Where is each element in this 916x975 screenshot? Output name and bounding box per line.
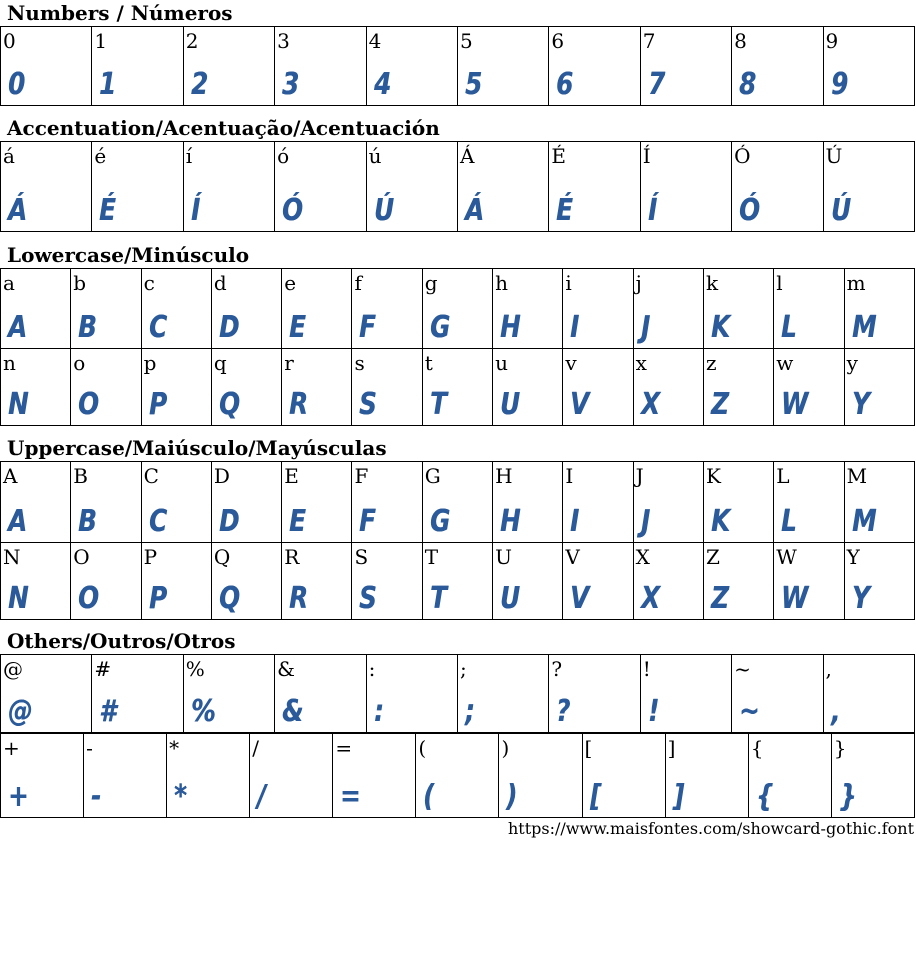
others-cell: [416, 734, 499, 818]
character-label: Y: [846, 545, 860, 569]
others-cell: [84, 734, 167, 818]
lowercase-cell: [493, 349, 563, 426]
others-cell: [183, 655, 274, 733]
font-glyph-sample: #: [99, 694, 117, 729]
uppercase-cell: [563, 543, 633, 620]
character-label: ó: [277, 144, 290, 168]
font-glyph-sample: !: [647, 694, 659, 729]
character-label: d: [213, 271, 227, 295]
font-glyph-sample: 7: [647, 67, 665, 102]
character-label: {: [750, 736, 764, 760]
lowercase-cell: [352, 269, 422, 349]
font-glyph-sample: M: [851, 504, 877, 539]
numbers-row: [1, 27, 915, 106]
character-label: s: [354, 351, 365, 375]
uppercase-cell: [352, 462, 422, 543]
character-label: á: [3, 144, 15, 168]
character-label: +: [3, 736, 20, 760]
character-label: G: [424, 464, 441, 488]
accents-cell: [1, 142, 92, 232]
character-label: (: [418, 736, 427, 760]
uppercase-cell: [774, 543, 844, 620]
lowercase-cell: [633, 349, 703, 426]
font-glyph-sample: I: [570, 310, 580, 345]
font-glyph-sample: H: [500, 310, 521, 345]
uppercase-section-title: Uppercase/Maiúsculo/Mayúsculas: [7, 436, 387, 460]
character-label: u: [495, 351, 508, 375]
character-label: é: [94, 144, 107, 168]
others-cell: [457, 655, 548, 733]
font-glyph-sample: N: [8, 581, 29, 616]
font-glyph-sample: W: [781, 387, 809, 422]
others-cell: [275, 655, 366, 733]
character-label: ,: [825, 657, 832, 681]
character-label: n: [3, 351, 16, 375]
font-glyph-sample: Y: [851, 581, 870, 616]
accents-cell: [366, 142, 457, 232]
others-section-title: Others/Outros/Otros: [7, 629, 236, 653]
font-glyph-sample: E: [289, 504, 306, 539]
character-label: P: [143, 545, 158, 569]
character-label: v: [565, 351, 577, 375]
character-label: K: [705, 464, 721, 488]
character-label: 9: [825, 29, 839, 53]
others-cell: [831, 734, 914, 818]
font-glyph-sample: T: [429, 581, 447, 616]
font-glyph-sample: Ú: [830, 193, 851, 228]
uppercase-cell: [1, 543, 71, 620]
character-label: y: [846, 351, 858, 375]
numbers-cell: [275, 27, 366, 106]
character-label: J: [635, 464, 644, 488]
uppercase-cell: [141, 543, 211, 620]
character-label: /: [252, 736, 259, 760]
font-glyph-sample: V: [570, 387, 590, 422]
others-cell: [250, 734, 333, 818]
font-glyph-sample: J: [640, 310, 650, 345]
font-glyph-sample: S: [359, 581, 378, 616]
character-label: h: [495, 271, 508, 295]
font-glyph-sample: M: [851, 310, 877, 345]
accents-grid: [0, 141, 915, 232]
character-label: ?: [551, 657, 563, 681]
character-label: Á: [459, 144, 475, 168]
character-label: 7: [642, 29, 656, 53]
character-label: ~: [734, 657, 751, 681]
uppercase-cell: [1, 462, 71, 543]
character-label: p: [143, 351, 157, 375]
lowercase-cell: [1, 269, 71, 349]
numbers-cell: [92, 27, 183, 106]
others-cell: [1, 655, 92, 733]
font-glyph-sample: X: [640, 387, 660, 422]
character-label: [: [584, 736, 593, 760]
character-label: 4: [368, 29, 382, 53]
character-label: b: [73, 271, 87, 295]
font-glyph-sample: L: [781, 504, 797, 539]
lowercase-cell: [774, 349, 844, 426]
font-glyph-sample: Á: [8, 193, 28, 228]
character-label: c: [143, 271, 155, 295]
font-glyph-sample: Q: [218, 387, 240, 422]
uppercase-cell: [211, 462, 281, 543]
numbers-cell: [640, 27, 731, 106]
lowercase-cell: [352, 349, 422, 426]
accents-cell: [823, 142, 914, 232]
numbers-cell: [823, 27, 914, 106]
character-label: A: [3, 464, 18, 488]
character-label: U: [495, 545, 512, 569]
font-glyph-sample: A: [8, 504, 28, 539]
lowercase-cell: [563, 349, 633, 426]
font-glyph-sample: Ó: [282, 193, 304, 228]
character-label: 5: [459, 29, 473, 53]
character-label: Í: [642, 144, 651, 168]
character-label: Ó: [734, 144, 751, 168]
character-label: S: [354, 545, 369, 569]
lowercase-cell: [703, 349, 773, 426]
font-glyph-sample: F: [359, 504, 377, 539]
uppercase-cell: [563, 462, 633, 543]
character-label: a: [3, 271, 15, 295]
others-cell: [333, 734, 416, 818]
character-label: ú: [368, 144, 382, 168]
uppercase-cell: [352, 543, 422, 620]
numbers-cell: [549, 27, 640, 106]
font-glyph-sample: P: [148, 387, 167, 422]
font-glyph-sample: B: [78, 310, 98, 345]
character-label: X: [635, 545, 650, 569]
character-label: V: [565, 545, 580, 569]
character-label: f: [354, 271, 362, 295]
others-grid-row-1: [0, 654, 915, 733]
character-label: #: [94, 657, 112, 681]
font-glyph-sample: X: [640, 581, 660, 616]
character-label: H: [495, 464, 513, 488]
uppercase-cell: [211, 543, 281, 620]
font-glyph-sample: 8: [739, 67, 757, 102]
character-label: O: [73, 545, 90, 569]
font-glyph-sample: H: [500, 504, 521, 539]
font-glyph-sample: ~: [739, 694, 760, 729]
others-grid-row-2: [0, 733, 915, 818]
character-label: L: [776, 464, 790, 488]
others-cell: [582, 734, 665, 818]
lowercase-cell: [774, 269, 844, 349]
character-label: 8: [734, 29, 747, 53]
character-label: g: [424, 271, 438, 295]
font-glyph-sample: *: [174, 779, 188, 814]
font-glyph-sample: 9: [830, 67, 848, 102]
font-glyph-sample: 0: [8, 67, 26, 102]
font-glyph-sample: Ú: [373, 193, 394, 228]
font-glyph-sample: (: [423, 779, 435, 814]
others-cell: [640, 655, 731, 733]
font-glyph-sample: É: [99, 193, 117, 228]
numbers-cell: [732, 27, 823, 106]
character-label: t: [424, 351, 433, 375]
source-url-link[interactable]: https://www.maisfontes.com/showcard-gothic.font: [507, 819, 914, 838]
lowercase-cell: [563, 269, 633, 349]
character-label: Z: [705, 545, 720, 569]
character-label: D: [213, 464, 230, 488]
uppercase-cell: [282, 543, 352, 620]
font-glyph-sample: Y: [851, 387, 870, 422]
lowercase-section-title: Lowercase/Minúsculo: [7, 243, 250, 267]
character-label: N: [3, 545, 21, 569]
uppercase-cell: [633, 462, 703, 543]
lowercase-grid: [0, 268, 915, 426]
others-row: [1, 655, 915, 733]
uppercase-cell: [282, 462, 352, 543]
others-cell: [732, 655, 823, 733]
character-label: 1: [94, 29, 108, 53]
character-label: m: [846, 271, 866, 295]
font-glyph-sample: @: [8, 694, 33, 729]
font-glyph-sample: 3: [282, 67, 300, 102]
font-glyph-sample: P: [148, 581, 167, 616]
font-glyph-sample: D: [218, 310, 240, 345]
uppercase-cell: [703, 462, 773, 543]
character-label: W: [776, 545, 797, 569]
character-label: %: [185, 657, 205, 681]
font-glyph-sample: Ó: [739, 193, 761, 228]
font-glyph-sample: K: [710, 504, 731, 539]
lowercase-cell: [282, 269, 352, 349]
font-glyph-sample: /: [257, 779, 267, 814]
lowercase-cell: [71, 349, 141, 426]
font-glyph-sample: U: [500, 581, 521, 616]
lowercase-cell: [141, 349, 211, 426]
character-label: ]: [667, 736, 676, 760]
character-label: É: [551, 144, 566, 168]
character-label: *: [169, 736, 180, 760]
lowercase-cell: [211, 349, 281, 426]
accents-cell: [457, 142, 548, 232]
lowercase-cell: [633, 269, 703, 349]
character-label: !: [642, 657, 651, 681]
numbers-section-title: Numbers / Números: [7, 1, 233, 25]
uppercase-cell: [703, 543, 773, 620]
font-glyph-sample: }: [838, 779, 857, 814]
font-glyph-sample: U: [500, 387, 521, 422]
numbers-cell: [457, 27, 548, 106]
others-cell: [1, 734, 84, 818]
font-glyph-sample: G: [429, 310, 450, 345]
character-label: ;: [459, 657, 467, 681]
character-label: o: [73, 351, 86, 375]
font-glyph-sample: A: [8, 310, 28, 345]
uppercase-cell: [422, 462, 492, 543]
accents-cell: [732, 142, 823, 232]
font-glyph-sample: W: [781, 581, 809, 616]
character-label: e: [284, 271, 297, 295]
font-glyph-sample: K: [710, 310, 731, 345]
font-glyph-sample: L: [781, 310, 797, 345]
accents-section-title: Accentuation/Acentuação/Acentuación: [7, 116, 440, 140]
accents-cell: [183, 142, 274, 232]
lowercase-cell: [71, 269, 141, 349]
lowercase-row: [1, 349, 915, 426]
accents-cell: [640, 142, 731, 232]
font-glyph-sample: R: [289, 387, 309, 422]
character-label: R: [284, 545, 300, 569]
font-glyph-sample: T: [429, 387, 447, 422]
uppercase-row: [1, 543, 915, 620]
font-glyph-sample: É: [556, 193, 574, 228]
character-label: 0: [3, 29, 16, 53]
character-label: :: [368, 657, 376, 681]
font-glyph-sample: C: [148, 504, 167, 539]
lowercase-cell: [493, 269, 563, 349]
font-glyph-sample: C: [148, 310, 167, 345]
font-glyph-sample: R: [289, 581, 309, 616]
uppercase-row: [1, 462, 915, 543]
uppercase-cell: [844, 462, 914, 543]
font-glyph-sample: B: [78, 504, 98, 539]
font-glyph-sample: N: [8, 387, 29, 422]
font-glyph-sample: ?: [556, 694, 571, 729]
font-glyph-sample: Z: [710, 581, 729, 616]
character-label: C: [143, 464, 159, 488]
font-glyph-sample: S: [359, 387, 378, 422]
accents-cell: [275, 142, 366, 232]
character-label: @: [3, 657, 23, 681]
font-glyph-sample: Í: [190, 193, 200, 228]
font-glyph-sample: +: [8, 779, 29, 814]
character-label: z: [705, 351, 717, 375]
others-cell: [748, 734, 831, 818]
font-glyph-sample: ,: [830, 694, 840, 729]
character-label: x: [635, 351, 647, 375]
character-label: E: [284, 464, 299, 488]
font-glyph-sample: J: [640, 504, 650, 539]
font-glyph-sample: ): [506, 779, 518, 814]
others-cell: [499, 734, 582, 818]
lowercase-cell: [211, 269, 281, 349]
character-label: 3: [277, 29, 290, 53]
font-glyph-sample: &: [282, 694, 304, 729]
others-row: [1, 734, 915, 818]
character-label: -: [86, 736, 93, 760]
uppercase-cell: [71, 543, 141, 620]
uppercase-cell: [71, 462, 141, 543]
uppercase-cell: [141, 462, 211, 543]
font-glyph-sample: =: [340, 779, 361, 814]
font-glyph-sample: ]: [672, 779, 684, 814]
numbers-cell: [1, 27, 92, 106]
character-label: j: [635, 271, 642, 295]
font-glyph-sample: %: [190, 694, 216, 729]
accents-cell: [549, 142, 640, 232]
font-glyph-sample: ;: [464, 694, 475, 729]
character-label: 2: [185, 29, 199, 53]
lowercase-cell: [422, 349, 492, 426]
numbers-cell: [183, 27, 274, 106]
character-label: B: [73, 464, 88, 488]
numbers-grid: [0, 26, 915, 106]
uppercase-cell: [633, 543, 703, 620]
uppercase-cell: [774, 462, 844, 543]
font-glyph-sample: D: [218, 504, 240, 539]
accents-row: [1, 142, 915, 232]
lowercase-cell: [1, 349, 71, 426]
lowercase-cell: [703, 269, 773, 349]
font-glyph-sample: O: [78, 387, 100, 422]
font-glyph-sample: Í: [647, 193, 657, 228]
font-glyph-sample: [: [589, 779, 601, 814]
font-glyph-sample: :: [373, 694, 384, 729]
others-cell: [549, 655, 640, 733]
character-label: &: [277, 657, 295, 681]
lowercase-cell: [282, 349, 352, 426]
lowercase-cell: [844, 269, 914, 349]
others-cell: [366, 655, 457, 733]
font-glyph-sample: O: [78, 581, 100, 616]
others-cell: [167, 734, 250, 818]
character-label: r: [284, 351, 294, 375]
font-glyph-sample: G: [429, 504, 450, 539]
character-label: F: [354, 464, 369, 488]
uppercase-cell: [493, 462, 563, 543]
character-label: ): [501, 736, 510, 760]
lowercase-cell: [422, 269, 492, 349]
accents-cell: [92, 142, 183, 232]
font-glyph-sample: I: [570, 504, 580, 539]
character-label: 6: [551, 29, 565, 53]
others-cell: [92, 655, 183, 733]
font-glyph-sample: Z: [710, 387, 729, 422]
lowercase-cell: [141, 269, 211, 349]
font-glyph-sample: Á: [464, 193, 484, 228]
font-glyph-sample: V: [570, 581, 590, 616]
character-label: í: [185, 144, 193, 168]
lowercase-cell: [844, 349, 914, 426]
others-cell: [665, 734, 748, 818]
font-glyph-sample: 5: [464, 67, 483, 102]
character-label: Q: [213, 545, 231, 569]
font-glyph-sample: F: [359, 310, 377, 345]
numbers-cell: [366, 27, 457, 106]
font-glyph-sample: 4: [373, 67, 391, 102]
character-label: l: [776, 271, 783, 295]
uppercase-cell: [422, 543, 492, 620]
character-label: w: [776, 351, 794, 375]
character-label: q: [213, 351, 227, 375]
font-glyph-sample: -: [91, 779, 102, 814]
character-label: Ú: [825, 144, 843, 168]
font-glyph-sample: 2: [190, 67, 208, 102]
font-glyph-sample: 1: [99, 67, 117, 102]
font-glyph-sample: 6: [556, 67, 574, 102]
character-label: =: [335, 736, 353, 760]
font-glyph-sample: Q: [218, 581, 240, 616]
lowercase-row: [1, 269, 915, 349]
uppercase-cell: [493, 543, 563, 620]
character-label: M: [846, 464, 868, 488]
font-glyph-sample: E: [289, 310, 306, 345]
character-label: i: [565, 271, 572, 295]
character-label: k: [705, 271, 719, 295]
uppercase-cell: [844, 543, 914, 620]
character-label: }: [833, 736, 847, 760]
font-glyph-sample: {: [755, 779, 774, 814]
character-label: T: [424, 545, 439, 569]
others-cell: [823, 655, 914, 733]
uppercase-grid: [0, 461, 915, 620]
character-label: I: [565, 464, 574, 488]
